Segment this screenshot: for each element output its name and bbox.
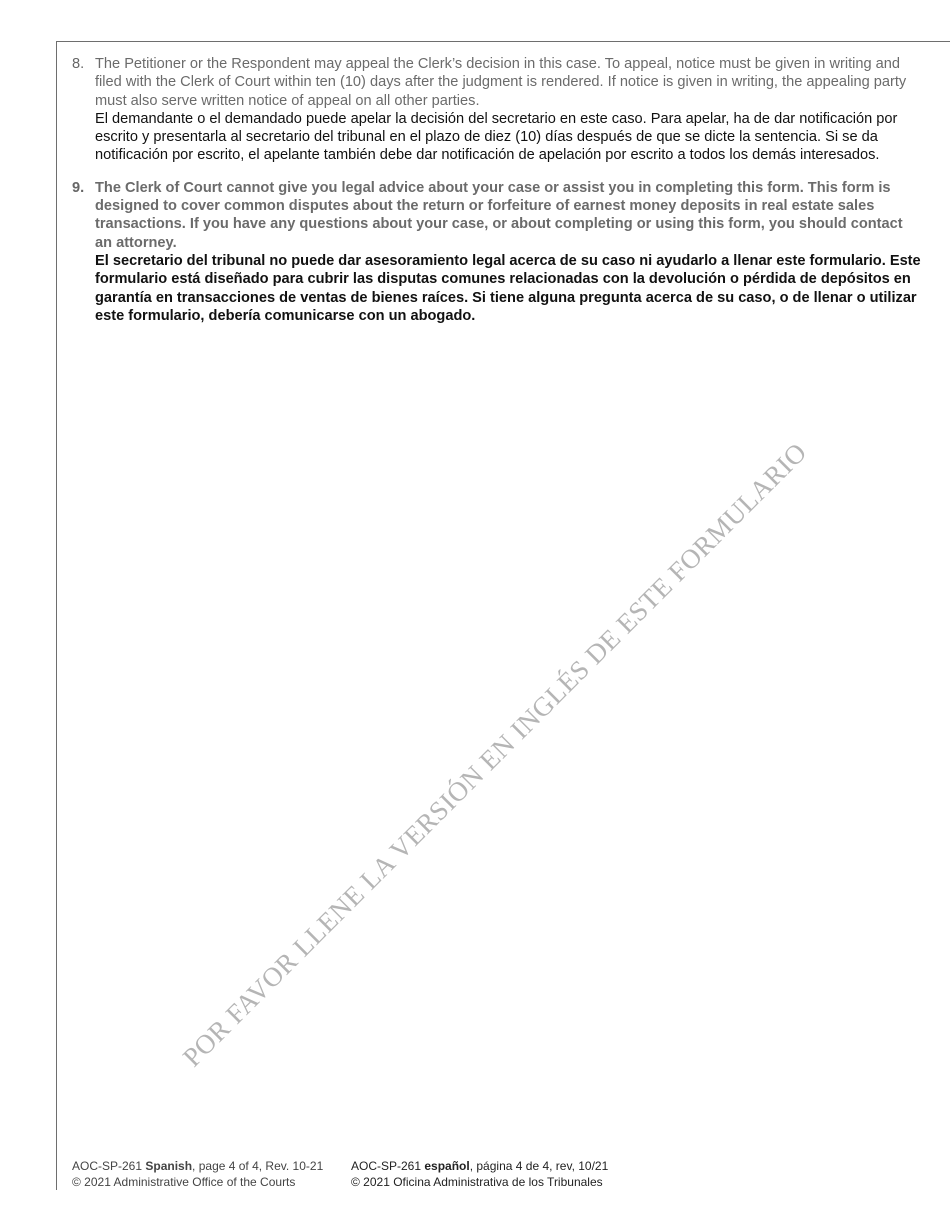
instruction-item-8 [72,55,922,165]
item-text-spanish: El secretario del tribunal no puede dar asesoramiento legal acerca de su caso ni ayudarlo a llenar este formulario. Este formulario está diseñado para cubrir las disputas comunes relacionadas con la devolución o pérdida de depósitos en garantía en transacciones de ventas de bienes raíces. Si tiene alguna pregunta acerca de su caso, o de llenar o utilizar este formulario, debería comunicarse con un abogado. [95,252,921,324]
item-body [95,55,922,165]
footer-language: Spanish [145,1159,193,1173]
footer-english [72,1158,323,1190]
footer-language: español [424,1159,470,1173]
item-number: 8. [72,56,85,72]
item-number: 9. [72,179,85,196]
footer-form-id: AOC-SP-261 [72,1159,146,1173]
item-text-spanish: El demandante o el demandado puede apelar la decisión del secretario en este caso. Para apelar, ha de dar notificación por escrito y presentarla al secretario del tribunal en el plazo de diez (10) días después de que se dicte la sentencia. Si se da notificación por escrito, el apelante también debe dar notificación de apelación por escrito a todos los demás interesados. [95,110,898,164]
item-text-english: The Clerk of Court cannot give you legal advice about your case or assist you in completing this form. This form is designed to cover common disputes about the return or forfeiture of earnest money deposits in real estate sales transactions. If you have any questions about your case, or about completing or using this form, you should contact an attorney. [95,179,903,251]
footer-copyright: © 2021 Administrative Office of the Courts [72,1175,296,1189]
page-border-left [56,41,57,1190]
footer-form-line [72,1158,323,1174]
footer-spanish [351,1158,608,1190]
footer-form-id: AOC-SP-261 [351,1159,425,1173]
instructions-list [72,55,922,325]
instruction-item-9 [72,179,922,325]
footer-page-info: , página 4 de 4, rev, 10/21 [469,1159,609,1173]
item-text-english: The Petitioner or the Respondent may appeal the Clerk’s decision in this case. To appeal, notice must be given in writing and filed with the Clerk of Court within ten (10) days after the judgment is rendered. If notice is given in writing, the appealing party must also serve written notice of appeal on all other parties. [95,56,907,109]
item-body [95,179,922,325]
page-border-top [56,41,950,42]
footer-page-info: , page 4 of 4, Rev. 10-21 [192,1159,324,1173]
footer-form-line [351,1158,608,1174]
watermark: POR FAVOR LLENE LA VERSIÓN EN INGLÉS DE ESTE FORMULARIO [176,436,813,1073]
footer-copyright: © 2021 Oficina Administrativa de los Tribunales [351,1175,603,1189]
